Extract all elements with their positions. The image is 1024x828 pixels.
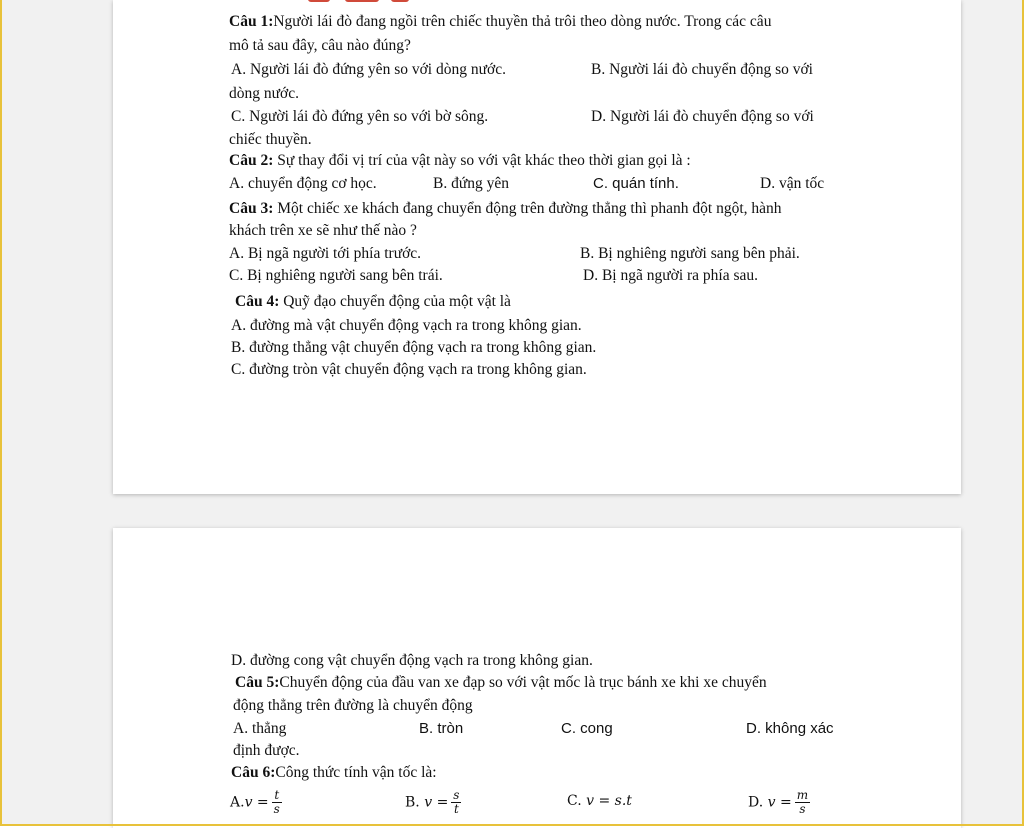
q1-stem-line1: Câu 1:Người lái đò đang ngồi trên chiếc thuyền thả trôi theo dòng nước. Trong các câu [229, 13, 772, 30]
q2-option-c: C. quán tính. [593, 175, 679, 192]
q3-option-c: C. Bị nghiêng người sang bên trái. [229, 267, 443, 284]
q2-option-a: A. chuyển động cơ học. [229, 175, 377, 192]
q2-stem: Câu 2: Sự thay đổi vị trí của vật này so với vật khác theo thời gian gọi là : [229, 152, 691, 169]
q5-stem-line1: Câu 5:Chuyển động của đầu van xe đạp so với vật mốc là trục bánh xe khi xe chuyển [235, 674, 767, 691]
q6-option-c: C. v = s.t [567, 793, 632, 809]
q2-option-b: B. đứng yên [433, 175, 509, 192]
q5-option-c: C. cong [561, 720, 613, 737]
q5-option-d: D. không xác [746, 720, 834, 737]
q1-option-c: C. Người lái đò đứng yên so với bờ sông. [231, 108, 489, 125]
q6-stem: Câu 6:Công thức tính vận tốc là: [231, 764, 437, 781]
q5-option-b: B. tròn [419, 720, 464, 737]
q3-stem-line2: khách trên xe sẽ như thế nào ? [229, 222, 417, 239]
q1-option-b: B. Người lái đò chuyển động so với [591, 61, 813, 78]
q6-option-b: B. v = $\frac{s}{t}$ [405, 788, 460, 816]
q5-option-a: A. thẳng [233, 720, 287, 737]
q1-stem-line2: mô tả sau đây, câu nào đúng? [229, 37, 411, 54]
q4-option-b: B. đường thẳng vật chuyển động vạch ra trong không gian. [231, 339, 597, 356]
q3-option-b: B. Bị nghiêng người sang bên phải. [580, 245, 800, 262]
q3-stem-line1: Câu 3: Một chiếc xe khách đang chuyển động trên đường thẳng thì phanh đột ngột, hành [229, 200, 782, 217]
q6-option-a: A.v = $\frac{t}{s}$ [230, 788, 280, 816]
q3-option-d: D. Bị ngã người ra phía sau. [583, 267, 759, 284]
q5-stem-line2: động thẳng trên đường là chuyển động [233, 697, 473, 714]
q2-option-d: D. vận tốc [760, 175, 825, 192]
q4-stem: Câu 4: Quỹ đạo chuyển động của một vật là [235, 293, 511, 310]
q4-option-a: A. đường mà vật chuyển động vạch ra trong không gian. [231, 317, 582, 334]
q1-option-a: A. Người lái đò đứng yên so với dòng nước. [231, 61, 506, 78]
q5-option-d-cont: định được. [233, 742, 300, 759]
q6-option-d: D. v = $\frac{m}{s}$ [748, 788, 809, 816]
q4-option-c: C. đường tròn vật chuyển động vạch ra trong không gian. [231, 361, 587, 378]
q1-option-d-cont: chiếc thuyền. [229, 131, 312, 148]
q3-option-a: A. Bị ngã người tới phía trước. [229, 245, 422, 262]
q1-option-b-cont: dòng nước. [229, 85, 299, 102]
q4-option-d: D. đường cong vật chuyển động vạch ra trong không gian. [231, 652, 593, 669]
q1-option-d: D. Người lái đò chuyển động so với [591, 108, 814, 125]
